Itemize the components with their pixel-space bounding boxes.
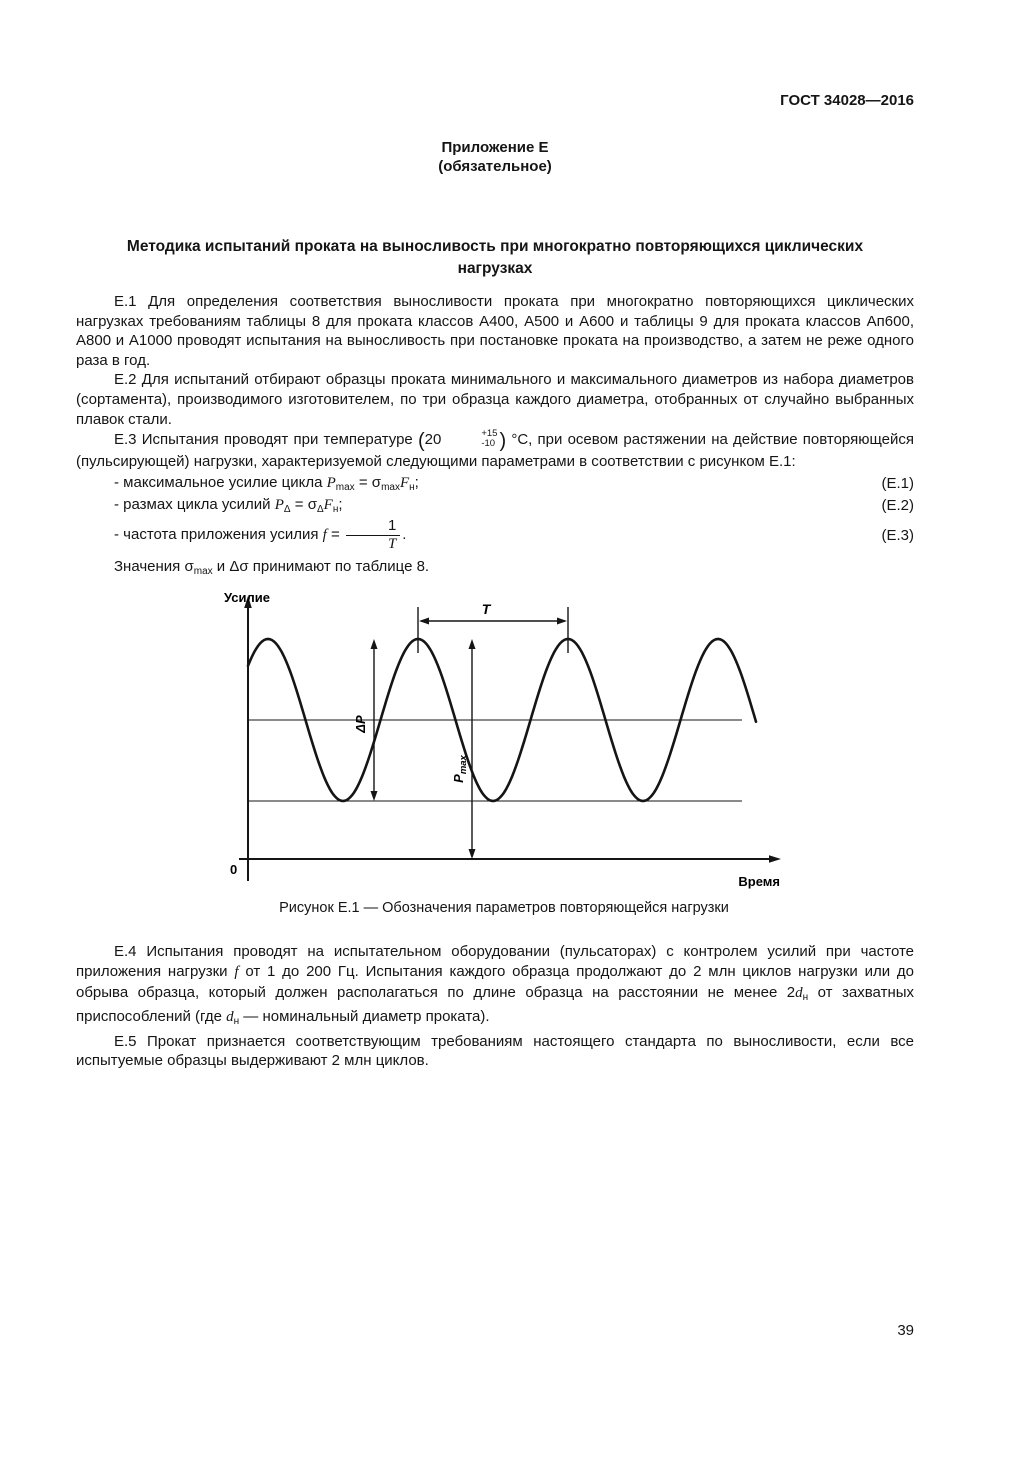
pmax-arrowhead-top [469,639,476,649]
pmax-label: $P_{max}$ [451,755,469,784]
close-paren: ) [499,430,507,453]
formula-e2-lhs: P [274,497,284,514]
page-content [76,0,914,1071]
formula-e3-number: (Е.3) [881,527,914,545]
note-sigma-sub: max [193,565,213,577]
note-lead: Значения [114,557,185,575]
appendix-title: Методика испытаний проката на выносливость при многократно повторяющихся циклических нагрузках [126,238,864,277]
note-sigma [76,557,914,582]
formula-e2-number: (Е.2) [881,497,914,515]
note-sigma-symbol: σ [184,557,194,575]
e3-lead: Е.3 Испытания проводят при температуре [114,431,418,449]
appendix-name: Приложение Е [441,139,549,156]
period-label: T [481,601,491,618]
range-arrowhead-top [371,639,378,649]
paragraph-e5: Е.5 Прокат признается соответствующим требованиям настоящего стандарта по выносливости, если все испытуемые образцы выдерживают 2 млн циклов. [76,1032,914,1070]
e4-var-d1-sub: н [802,991,809,1003]
formula-e1-lhs-sub: max [335,482,355,494]
x-axis-arrowhead [769,856,781,864]
formula-e1 [76,474,914,493]
formula-e3-lhs: f [322,527,327,544]
formula-e1-tail: ; [414,474,419,492]
formula-e2-expression [76,496,873,515]
range-label: ΔP [353,715,368,734]
formula-e2-rhs2: F [323,497,333,514]
e3-temp-sup: +15 [481,428,498,440]
e3-temp-sub: -10 [481,438,496,450]
formula-e2-rhs1: σ [307,496,317,514]
doc-header [76,0,914,109]
period-arrowhead-left [419,618,429,625]
paragraph-e3 [76,429,914,471]
formula-e1-label: - максимальное усилие цикла [114,474,327,492]
y-axis-label: Усилие [224,591,270,606]
formula-e1-lhs: P [326,475,336,492]
e4-var-d2: d [226,1009,234,1026]
formula-e3 [76,518,914,553]
formula-e1-rhs2-sub: н [409,482,415,494]
e4-s4: — номинальный диаметр проката). [239,1008,490,1026]
formula-e2-rhs1-sub: Δ [316,504,324,516]
formula-e3-frac-num: 1 [346,518,400,536]
formula-e3-expression [76,518,873,553]
load-cycle-diagram [224,591,784,891]
e3-temp-base: 20 [424,431,442,449]
figure-caption: Рисунок Е.1 — Обозначения параметров повторяющейся нагрузки [279,900,729,917]
formula-e1-rhs1-sub: max [381,482,400,494]
formula-e2-eq: = [290,496,308,514]
formula-e3-frac-den: T [387,536,397,553]
page-number: 39 [897,1322,914,1339]
doc-number: ГОСТ 34028—2016 [780,92,914,109]
e4-s3: от захватных приспособлений (где [76,983,915,1026]
note-tail: и Δσ принимают по таблице 8. [212,557,430,575]
formula-e3-eq: = [326,526,344,544]
formula-e3-tail: . [402,526,407,544]
formula-e1-rhs2: F [399,475,410,492]
formula-e1-number: (Е.1) [881,475,914,493]
e4-s1: Е.4 Испытания проводят на испытательном оборудовании (пульсаторах) с контролем усилий при частоте приложения нагрузки [76,943,914,981]
paragraph-e1: Е.1 Для определения соответствия выносливости проката при многократно повторяющихся циклических нагрузках требованиям таблицы 8 для проката классов А400, А500 и А600 и таблицы 9 для проката классов Ап600, А800 и А1000 проводят испытания на выносливость при постановке проката на производство, а затем не реже одного раза в год. [76,293,914,369]
formula-e2 [76,496,914,515]
open-paren: ( [417,430,425,453]
paragraph-e4 [76,942,914,1031]
pmax-arrowhead-bottom [469,849,476,859]
formula-e1-rhs1: σ [371,474,382,492]
origin-label: 0 [230,862,238,878]
figure-e1 [224,591,784,918]
formula-e2-label: - размах цикла усилий [114,496,275,514]
formula-e2-lhs-sub: Δ [283,504,291,516]
formula-e1-expression [76,474,873,493]
period-arrowhead-right [557,618,567,625]
formula-e3-label: - частота приложения усилия [114,526,323,544]
formula-e1-eq: = [354,474,372,492]
x-axis-label: Время [738,874,780,890]
e3-temp-tolerance [443,429,497,449]
e3-tail: °С, при осевом растяжении на действие повторяющейся (пульсирующей) нагрузки, характеризуемой следующими параметрами в соответствии с рисунком Е.1: [76,431,914,470]
e4-var-f: f [234,964,239,981]
range-arrowhead-bottom [371,791,378,801]
paragraph-e2: Е.2 Для испытаний отбирают образцы проката минимального и максимального диаметров из набора диаметров (сортамента), производимого изготовителем, по три образца каждого диаметра, отобранных от случайно выбранных плавок стали. [76,371,914,428]
formula-e3-fraction [346,518,400,553]
e4-var-d1: d [795,984,803,1001]
formula-e2-tail: ; [338,496,343,514]
e4-var-d2-sub: н [233,1016,240,1028]
formula-e2-rhs2-sub: н [332,504,339,516]
e4-s2: от 1 до 200 Гц. Испытания каждого образца продолжают до 2 млн циклов нагрузки или до обрыва образца, который должен располагаться по длине образца на расстоянии не менее 2 [76,963,914,1001]
appendix-kind: (обязательное) [438,158,552,175]
